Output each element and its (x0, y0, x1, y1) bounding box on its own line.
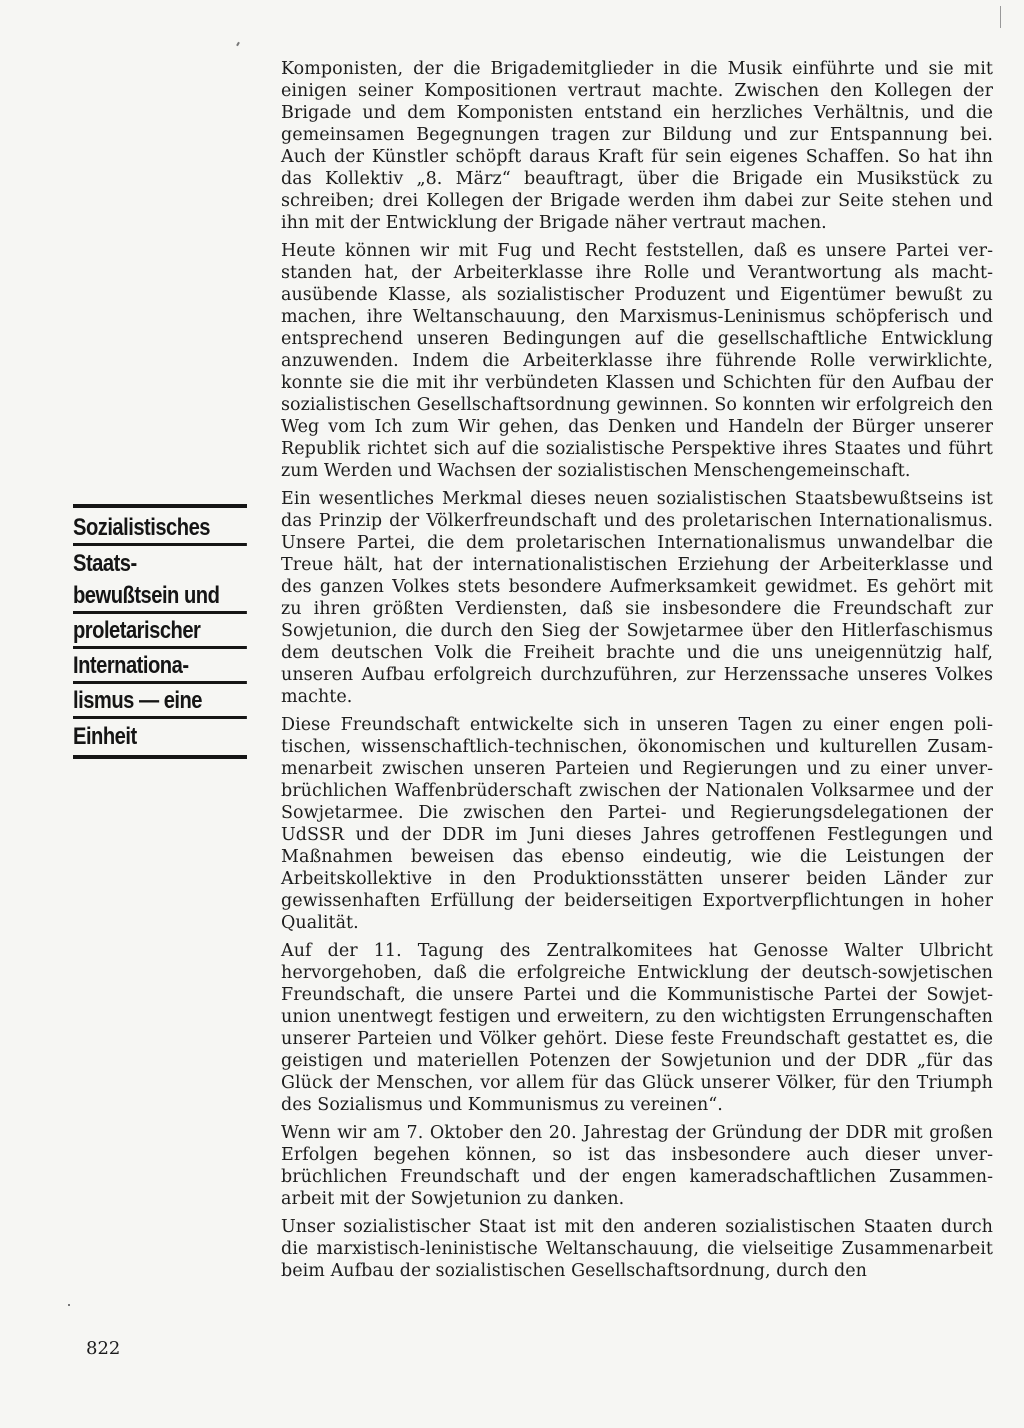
margin-heading-line: proletarischer (73, 615, 247, 649)
margin-heading-line: Staats- (73, 550, 137, 577)
paragraph: Ein wesentliches Merkmal dieses neuen sozialistischen Staatsbewußtseins ist das Prinzip der Völkerfreundschaft und des proletarischen Internationalismus. Unsere Partei, die dem proletarischen Internationalismus unwandelbar die Treue hält, hat der internationalistischen Erziehung der Arbeiterklasse und des ganzen Volkes stets besondere Aufmerksamkeit gewidmet. Es gehört mit zu ihren größten Verdiensten, daß sie insbesondere die Freundschaft zur Sowjetunion, die durch den Sieg der Sowjetarmee über den Hitlerfaschismus dem deutschen Volk die Freiheit brachte und die uns uneigennützig half, unseren Aufbau erfolgreich durchzuführen, zur Herzenssache unseres Volkes machte. (281, 489, 993, 707)
paragraph: Auf der 11. Tagung des Zentralkomitees hat Genosse Walter Ulbricht hervorgehoben, daß die erfolgreiche Entwicklung der deutsch-sowjetischen Freundschaft, die unsere Partei und die Kommunistische Partei der Sowjetunion unentwegt festigen und erweitern, zu den wichtigsten Errungenschaften unserer Parteien und Völker gehört. Diese feste Freundschaft gestattet es, die geistigen und materiellen Potenzen der Sowjetunion und der DDR „für das Glück der Menschen, vor allem für das Glück unserer Völker, für den Triumph des Sozialismus und Kommunismus zu vereinen“. (281, 941, 993, 1115)
margin-heading-line: Internationa- (73, 650, 247, 684)
margin-heading-line: Einheit (73, 723, 137, 750)
paragraph: Heute können wir mit Fug und Recht feststellen, daß es unsere Partei verstanden hat, der Arbeiterklasse ihre Rolle und Verantwortung als machtausübende Klasse, als sozialistischer Produzent und Eigentümer bewußt zu machen, ihre Weltanschauung, den Marxismus-Leninismus schöpferisch und entsprechend unseren Bedingungen auf die gesellschaftliche Entwicklung anzuwenden. Indem die Arbeiterklasse ihre führende Rolle verwirklichte, konnte sie die mit ihr verbündeten Klassen und Schichten für den Aufbau der sozialistischen Gesellschaftsordnung gewinnen. So konnten wir erfolgreich den Weg vom Ich zum Wir gehen, das Denken und Handeln der Bürger unserer Republik richtet sich auf die sozialistische Perspektive ihres Staates und führt zum Werden und Wachsen der sozialistischen Menschengemeinschaft. (281, 241, 993, 481)
margin-heading-line: lismus — eine (73, 685, 247, 719)
scan-speck (68, 1304, 70, 1306)
margin-heading (73, 504, 247, 759)
paragraph: Wenn wir am 7. Oktober den 20. Jahrestag der Gründung der DDR mit großen Erfolgen begehen können, so ist das insbesondere auch dieser unverbrüchlichen Freundschaft und der engen kameradschaftlichen Zusammenarbeit mit der Sowjetunion zu danken. (281, 1123, 993, 1209)
margin-heading-line: Sozialistisches (73, 512, 247, 546)
scan-speck (236, 42, 240, 46)
paragraph: Unser sozialistischer Staat ist mit den anderen sozialistischen Staaten durch die marxistisch-leninistische Weltanschauung, die vielseitige Zusammenarbeit beim Aufbau der sozialistischen Gesellschaftsordnung, durch den (281, 1217, 993, 1281)
margin-heading-line: bewußtsein und (73, 580, 247, 614)
scan-speck (1000, 6, 1001, 28)
body-text-column (281, 58, 993, 1288)
paragraph: Komponisten, der die Brigademitglieder in die Musik einführte und sie mit einigen seiner Kompositionen vertraut machte. Zwischen den Kollegen der Brigade und dem Komponisten entstand ein herzliches Verhältnis, und die gemeinsamen Begegnungen tragen zur Bildung und zur Entspannung bei. Auch der Künstler schöpft daraus Kraft für sein eigenes Schaffen. So hat ihn das Kollektiv „8. März“ beauftragt, über die Brigade ein Musikstück zu schreiben; drei Kollegen der Brigade werden ihm dabei zur Seite stehen und ihn mit der Entwicklung der Brigade näher vertraut machen. (281, 59, 993, 233)
paragraph: Diese Freundschaft entwickelte sich in unseren Tagen zu einer engen politischen, wissenschaftlich-technischen, ökonomischen und kulturellen Zusammenarbeit zwischen unseren Parteien und Regierungen und zu einer unverbrüchlichen Waffenbrüderschaft zwischen der Nationalen Volksarmee und der Sowjetarmee. Die zwischen den Partei- und Regierungsdelegationen der UdSSR und der DDR im Juni dieses Jahres getroffenen Festlegungen und Maßnahmen beweisen das ebenso eindeutig, wie die Leistungen der Arbeitskollektive in den Produktionsstätten unserer beiden Länder zur gewissenhaften Erfüllung der beiderseitigen Exportverpflichtungen in hoher Qualität. (281, 715, 993, 933)
page-number: 822 (86, 1338, 121, 1359)
